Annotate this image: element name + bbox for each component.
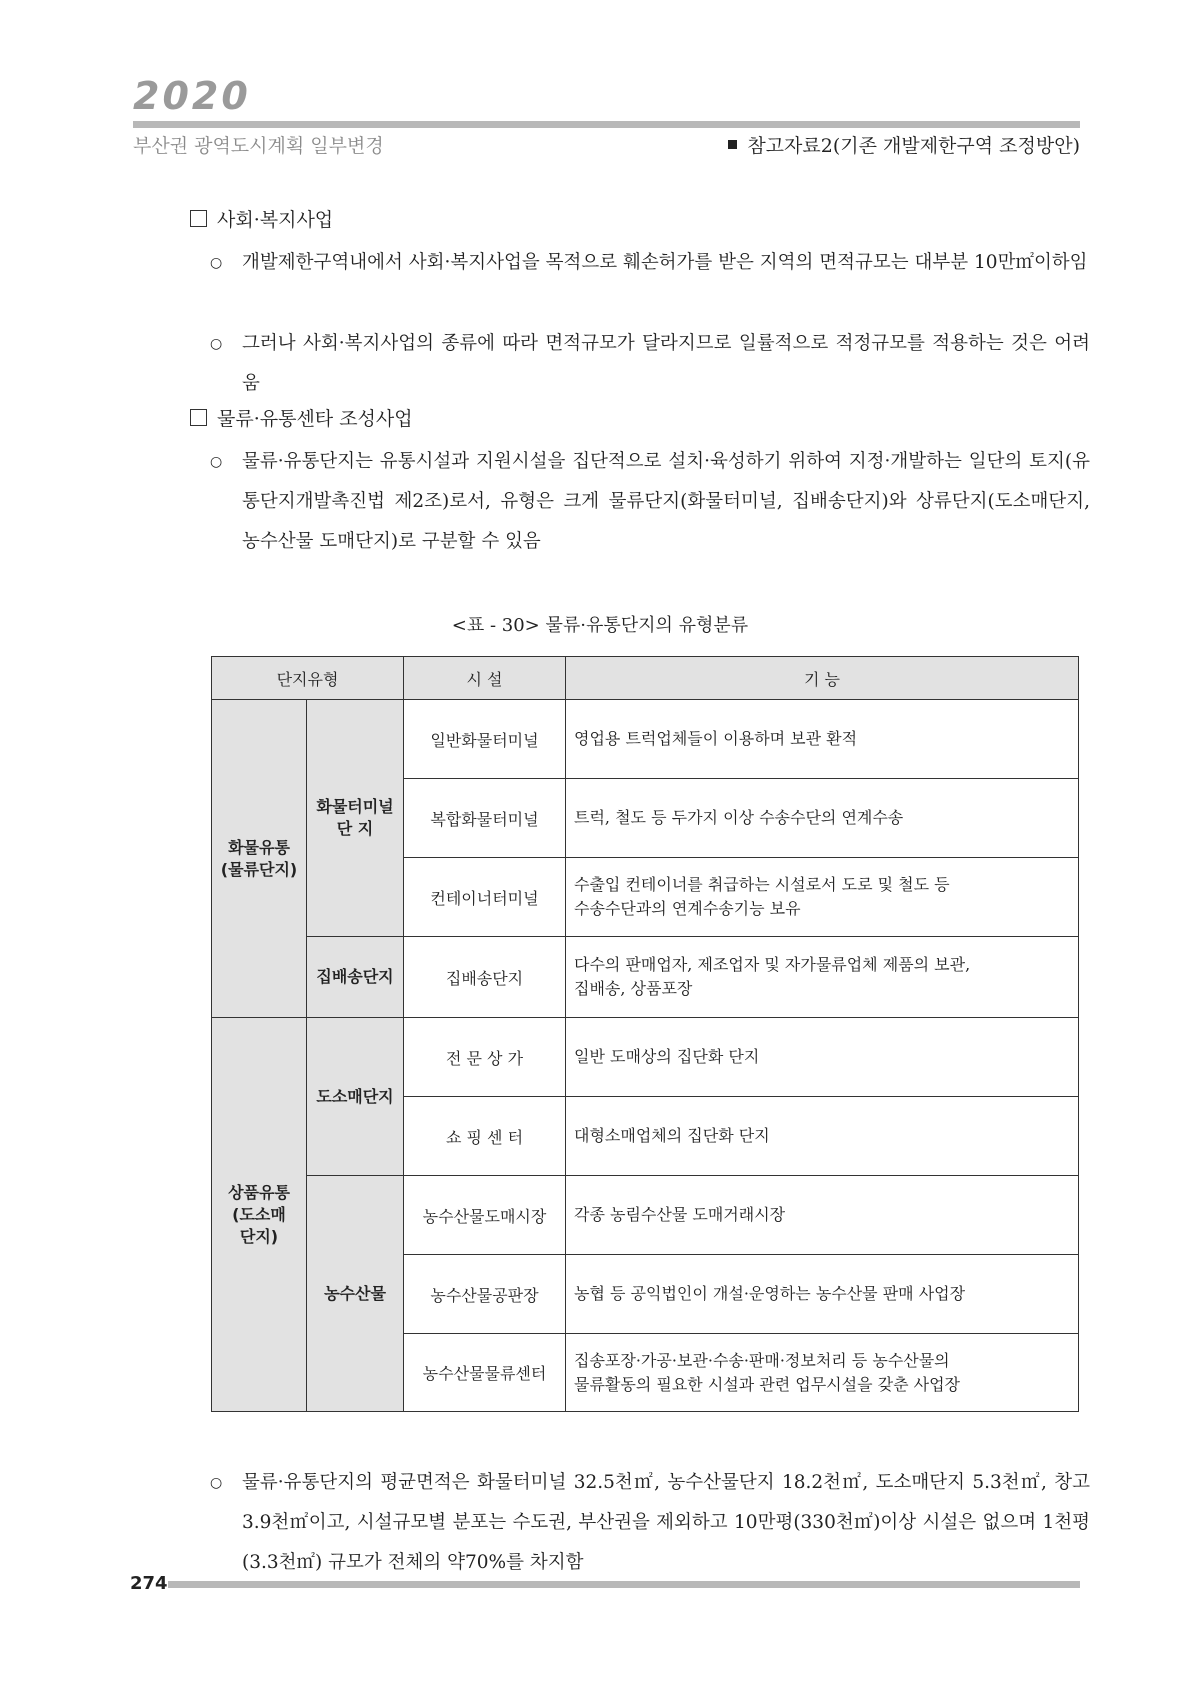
paragraph-text: 개발제한구역내에서 사회·복지사업을 목적으로 훼손허가를 받은 지역의 면적규모는 대부분 10만㎡이하임	[242, 252, 1088, 273]
circle-bullet-icon: ○	[210, 1475, 223, 1491]
facility-cell: 농수산물도매시장	[404, 1176, 566, 1255]
table-row	[212, 1018, 1079, 1097]
reference-title	[728, 131, 1080, 158]
table-caption: <표 - 30> 물류·유통단지의 유형분류	[451, 615, 749, 636]
function-cell: 다수의 판매업자, 제조업자 및 자가물류업체 제품의 보관, 집배송, 상품포장	[566, 937, 1079, 1018]
table-row	[212, 1176, 1079, 1255]
function-cell: 트럭, 철도 등 두가지 이상 수송수단의 연계수송	[566, 779, 1079, 858]
table-header-row	[212, 657, 1079, 700]
header-function: 기 능	[566, 657, 1079, 700]
header-rule	[133, 121, 1080, 128]
function-cell: 일반 도매상의 집단화 단지	[566, 1018, 1079, 1097]
facility-cell: 농수산물물류센터	[404, 1334, 566, 1412]
footer-rule	[168, 1581, 1080, 1588]
paragraph-welfare-2	[210, 324, 1090, 404]
paragraph-closing	[210, 1463, 1090, 1583]
paragraph-logistics-1	[210, 442, 1090, 562]
facility-cell: 컨테이너터미널	[404, 858, 566, 937]
section-heading-welfare	[190, 205, 333, 232]
group-freight: 화물유통 (물류단지)	[212, 700, 307, 1018]
circle-bullet-icon: ○	[210, 255, 223, 271]
logistics-type-table	[211, 656, 1079, 1412]
facility-cell: 쇼 핑 센 터	[404, 1097, 566, 1176]
table-row	[212, 937, 1079, 1018]
function-cell: 대형소매업체의 집단화 단지	[566, 1097, 1079, 1176]
section-heading-text: 사회·복지사업	[217, 209, 334, 231]
subgroup-wholesale: 도소매단지	[307, 1018, 404, 1176]
square-bullet-icon	[728, 140, 737, 149]
facility-cell: 일반화물터미널	[404, 700, 566, 779]
circle-bullet-icon: ○	[210, 336, 223, 352]
subgroup-agri: 농수산물	[307, 1176, 404, 1412]
paragraph-text: 그러나 사회·복지사업의 종류에 따라 면적규모가 달라지므로 일률적으로 적정규모를 적용하는 것은 어려움	[242, 333, 1090, 394]
circle-bullet-icon: ○	[210, 454, 223, 470]
function-cell: 각종 농림수산물 도매거래시장	[566, 1176, 1079, 1255]
section-heading-logistics	[190, 404, 413, 431]
facility-cell: 전 문 상 가	[404, 1018, 566, 1097]
facility-cell: 복합화물터미널	[404, 779, 566, 858]
function-cell: 수출입 컨테이너를 취급하는 시설로서 도로 및 철도 등 수송수단과의 연계수송기능 보유	[566, 858, 1079, 937]
function-cell: 집송포장·가공·보관·수송·판매·정보처리 등 농수산물의 물류활동의 필요한 시설과 관련 업무시설을 갖춘 사업장	[566, 1334, 1079, 1412]
year-label: 2020	[133, 74, 251, 118]
table-row	[212, 700, 1079, 779]
paragraph-text: 물류·유통단지의 평균면적은 화물터미널 32.5천㎡, 농수산물단지 18.2천㎡, 도소매단지 5.3천㎡, 창고 3.9천㎡이고, 시설규모별 분포는 수도권, 부산권을 제외하고 10만평(330천㎡)이상 시설은 없으며 1천평(3.3천㎡) 규모가 전체의 약70%를 차지함	[242, 1472, 1090, 1573]
paragraph-welfare-1	[210, 243, 1090, 283]
document-title: 부산권 광역도시계획 일부변경	[133, 135, 384, 157]
group-commerce: 상품유통 (도소매 단지)	[212, 1018, 307, 1412]
subgroup-terminal: 화물터미널 단 지	[307, 700, 404, 937]
checkbox-square-icon	[190, 210, 207, 227]
facility-cell: 농수산물공판장	[404, 1255, 566, 1334]
page-number: 274	[130, 1573, 168, 1594]
function-cell: 농협 등 공익법인이 개설·운영하는 농수산물 판매 사업장	[566, 1255, 1079, 1334]
header-facility: 시 설	[404, 657, 566, 700]
subgroup-delivery: 집배송단지	[307, 937, 404, 1018]
checkbox-square-icon	[190, 409, 207, 426]
paragraph-text: 물류·유통단지는 유통시설과 지원시설을 집단적으로 설치·육성하기 위하여 지정·개발하는 일단의 토지(유통단지개발촉진법 제2조)로서, 유형은 크게 물류단지(화물터미널, 집배송단지)와 상류단지(도소매단지, 농수산물 도매단지)로 구분할 수 있음	[242, 451, 1090, 552]
header-type: 단지유형	[212, 657, 404, 700]
section-heading-text: 물류·유통센타 조성사업	[217, 408, 413, 430]
reference-title-text: 참고자료2(기존 개발제한구역 조정방안)	[747, 135, 1080, 157]
function-cell: 영업용 트럭업체들이 이용하며 보관 환적	[566, 700, 1079, 779]
facility-cell: 집배송단지	[404, 937, 566, 1018]
